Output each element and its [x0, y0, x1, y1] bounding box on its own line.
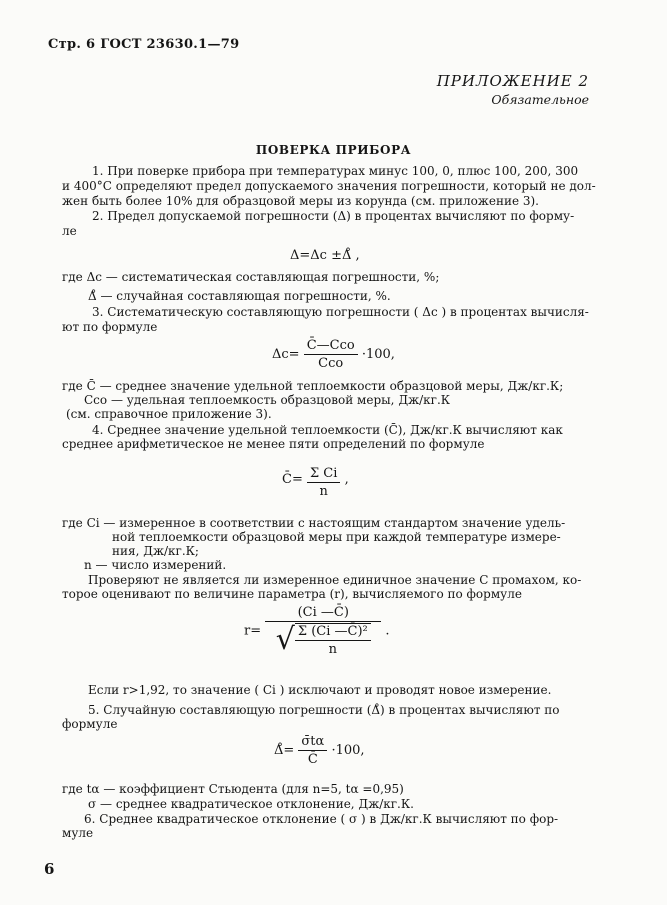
text-line: ют по формуле: [62, 320, 158, 334]
text-line: и 400°С определяют предел допускаемого значения погрешности, который не дол-: [62, 179, 596, 193]
fraction-denominator: n: [328, 642, 337, 657]
fraction: [307, 460, 340, 499]
formula-lhs: Δ̊=: [274, 743, 295, 758]
text-line: ния, Дж/кг.К;: [112, 544, 199, 558]
appendix-title: ПРИЛОЖЕНИЕ 2: [436, 72, 589, 90]
formula-random-error: [274, 734, 365, 767]
text-line: Проверяют не является ли измеренное единичное значение C промахом, ко-: [88, 573, 582, 587]
formula-tail: ·100,: [331, 743, 365, 758]
fraction: [265, 605, 381, 657]
page-number: 6: [44, 860, 55, 878]
formula-lhs: Δc=: [272, 347, 300, 362]
formula-total-error: Δ=Δc ±Δ̊ ,: [290, 248, 360, 263]
text-line: Δ̊ — случайная составляющая погрешности, %.: [88, 289, 391, 303]
fraction-denominator: C̄: [307, 752, 318, 767]
text-line: ной теплоемкости образцовой меры при каждой температуре измере-: [112, 530, 561, 544]
appendix-heading: [437, 72, 589, 107]
fraction-denominator: Cco: [318, 356, 344, 371]
text-line: формуле: [62, 717, 118, 731]
text-line: где C̄ — среднее значение удельной теплоемкости образцовой меры, Дж/кг.К;: [62, 379, 564, 393]
text-line: 2. Предел допускаемой погрешности (Δ) в процентах вычисляют по форму-: [92, 209, 575, 223]
text-line: где Δc — систематическая составляющая погрешности, %;: [62, 270, 440, 284]
appendix-subtitle: Обязательное: [491, 92, 589, 107]
text-line: торое оценивают по величине параметра (r), вычисляемого по формуле: [62, 587, 522, 601]
text-line: 1. При поверке прибора при температурах минус 100, 0, плюс 100, 200, 300: [92, 164, 579, 178]
text-line: (см. справочное приложение 3).: [66, 407, 272, 421]
text-line: σ — среднее квадратическое отклонение, Дж/кг.К.: [88, 797, 414, 811]
formula-mean: [282, 460, 349, 499]
text-line: ле: [62, 224, 77, 238]
fraction: [304, 338, 358, 371]
text-line: жен быть более 10% для образцовой меры из корунда (см. приложение 3).: [62, 194, 539, 208]
formula-tail: ·100,: [361, 347, 395, 362]
text-line: 5. Случайную составляющую погрешности (Δ̊) в процентах вычисляют по: [88, 703, 560, 717]
fraction-inner: [295, 623, 371, 657]
text-line: 4. Среднее значение удельной теплоемкости (C̄), Дж/кг.К вычисляют как: [92, 423, 563, 437]
fraction-numerator: C̄—Cco: [304, 338, 358, 355]
text-line: n — число измерений.: [84, 558, 227, 572]
formula-systematic-error: [272, 338, 395, 371]
sqrt-icon: √: [275, 622, 295, 657]
fraction-denominator: [276, 622, 371, 657]
formula-tail: .: [385, 623, 390, 639]
section-title: ПОВЕРКА ПРИБОРА: [255, 143, 412, 157]
fraction-numerator: (Ci —C̄): [265, 605, 381, 622]
text-line: среднее арифметическое не менее пяти определений по формуле: [62, 437, 485, 451]
formula-tail: ,: [344, 472, 349, 487]
formula-lhs: C̄=: [282, 472, 303, 487]
text-line: где Ci — измеренное в соответствии с настоящим стандартом значение удель-: [62, 516, 566, 530]
fraction: [298, 734, 327, 767]
fraction-numerator: Σ Ci: [307, 460, 340, 483]
formula-lhs: r=: [244, 623, 262, 639]
formula-outlier: [244, 605, 390, 657]
fraction-numerator: σ̄tα: [298, 734, 327, 751]
page-header: Стр. 6 ГОСТ 23630.1—79: [48, 37, 240, 52]
text-line: где tα — коэффициент Стьюдента (для n=5, tα =0,95): [62, 782, 404, 796]
text-line: 3. Систематическую составляющую погрешности ( Δc ) в процентах вычисля-: [92, 305, 589, 319]
text-line: 6. Среднее квадратическое отклонение ( σ ) в Дж/кг.К вычисляют по фор-: [84, 812, 559, 826]
fraction-denominator: n: [319, 484, 328, 499]
text-line: Если r>1,92, то значение ( Ci ) исключают и проводят новое измерение.: [88, 683, 552, 697]
text-line: муле: [62, 826, 94, 840]
text-line: Cco — удельная теплоемкость образцовой меры, Дж/кг.К: [84, 393, 451, 407]
fraction-numerator: Σ (Ci —C̄)²: [295, 624, 371, 641]
